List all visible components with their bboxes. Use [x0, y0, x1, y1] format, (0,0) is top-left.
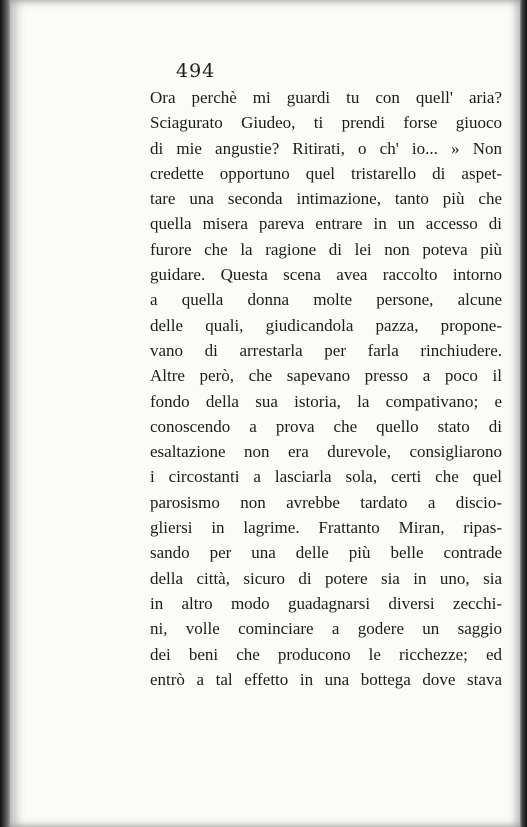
text-line: Ora perchè mi guardi tu con quell' aria?: [150, 88, 502, 107]
book-gutter-left: [0, 0, 10, 827]
text-line: delle quali, giudicandola pazza, propone-: [150, 315, 502, 335]
book-gutter-right: [520, 0, 527, 827]
text-line: credette opportuno quel tristarello di aspet-: [150, 163, 502, 183]
text-line: fondo della sua istoria, la compativano; e: [150, 391, 502, 411]
text-line: gliersi in lagrime. Frattanto Miran, ripas-: [150, 518, 502, 538]
text-line: tare una seconda intimazione, tanto più che: [150, 189, 502, 209]
text-line: ni, volle cominciare a godere un saggio: [150, 619, 502, 639]
text-line: furore che la ragione di lei non poteva più: [150, 239, 502, 259]
text-line: sando per una delle più belle contrade: [150, 543, 502, 563]
text-line: a quella donna molte persone, alcune: [150, 290, 502, 310]
page-number: 494: [176, 60, 216, 82]
text-line: in altro modo guadagnarsi diversi zecchi-: [150, 593, 502, 613]
text-line: vano di arrestarla per farla rinchiudere.: [150, 340, 502, 360]
text-line: di mie angustie? Ritirati, o ch' io... » Non: [150, 138, 502, 158]
text-line: entrò a tal effetto in una bottega dove stava: [150, 669, 502, 689]
text-line: guidare. Questa scena avea raccolto intorno: [150, 265, 502, 285]
text-line: dei beni che producono le ricchezze; ed: [150, 644, 502, 664]
text-line: Altre però, che sapevano presso a poco il: [150, 366, 502, 386]
text-line: i circostanti a lasciarla sola, certi che quel: [150, 467, 502, 487]
book-page: [10, 0, 520, 827]
text-line: parosismo non avrebbe tardato a discio-: [150, 492, 502, 512]
text-line: esaltazione non era durevole, consigliarono: [150, 442, 502, 462]
text-line: della città, sicuro di potere sia in uno, sia: [150, 568, 502, 588]
body-text: [150, 85, 502, 692]
text-line: Sciagurato Giudeo, ti prendi forse giuoco: [150, 113, 502, 133]
text-line: conoscendo a prova che quello stato di: [150, 416, 502, 436]
text-line: quella misera pareva entrare in un accesso di: [150, 214, 502, 234]
